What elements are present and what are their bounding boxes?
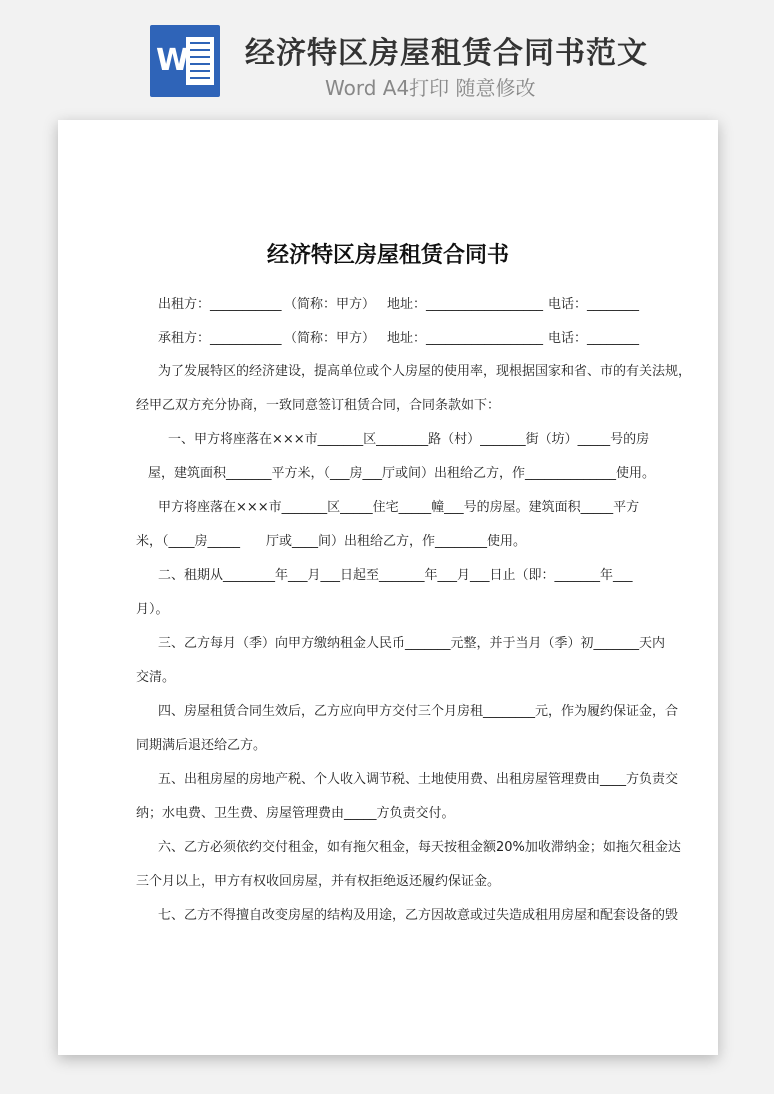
paragraph-line: 月）。: [136, 602, 169, 617]
paragraph-line: 为了发展特区的经济建设，提高单位或个人房屋的使用率，现根据国家和省、市的有关法规，: [158, 364, 692, 379]
paragraph-line: 七、乙方不得擅自改变房屋的结构及用途，乙方因故意或过失造成租用房屋和配套设备的毁: [158, 908, 679, 923]
paragraph-line: 一、甲方将座落在×××市_______区________路（村）_______街（坊）_____号的房: [168, 432, 650, 447]
paragraph-line: 交清。: [136, 670, 176, 685]
word-icon-letter: W: [156, 43, 190, 78]
paragraph-line: 五、出租房屋的房地产税、个人收入调节税、土地使用费、出租房屋管理费由____方负责交: [158, 772, 679, 787]
document-title: 经济特区房屋租赁合同书: [266, 243, 509, 268]
word-icon: [150, 25, 220, 97]
paragraph-line: 二、租期从________年___月___日起至_______年___月___日止（即：_______年___: [158, 568, 633, 583]
lessor-short: （简称：甲方）: [284, 297, 376, 312]
page-title: 经济特区房屋租赁合同书范文: [245, 36, 648, 71]
header-banner: [0, 0, 774, 110]
paragraph-line: 米，（____房_____ 厅或____间）出租给乙方，作________使用。: [136, 534, 527, 549]
paragraph-line: 同期满后退还给乙方。: [136, 738, 267, 753]
paragraph-line: 经甲乙双方充分协商，一致同意签订租赁合同，合同条款如下：: [136, 398, 501, 413]
paragraph-line: 三、乙方每月（季）向甲方缴纳租金人民币_______元整，并于当月（季）初_______天内: [158, 636, 666, 651]
lessee-phone: 电话：________: [548, 331, 640, 346]
paragraph-line: 甲方将座落在×××市_______区_____住宅_____幢___号的房屋。建筑面积_____平方: [158, 500, 640, 515]
document-page: [58, 120, 718, 1055]
lessor-address: 地址：__________________: [387, 297, 544, 312]
paragraph-line: 六、乙方必须依约交付租金，如有拖欠租金，每天按租金额20%加收滞纳金；如拖欠租金达: [158, 840, 681, 855]
lessee-short: （简称：甲方）: [284, 331, 376, 346]
page-subtitle: Word A4打印 随意修改: [325, 76, 536, 100]
lessee-address: 地址：__________________: [387, 331, 544, 346]
paragraph-line: 纳；水电费、卫生费、房屋管理费由_____方负责交付。: [136, 806, 455, 821]
lessor-label: 出租方：___________: [158, 297, 282, 312]
lessee-label: 承租方：___________: [158, 331, 282, 346]
paragraph-line: 三个月以上，甲方有权收回房屋，并有权拒绝返还履约保证金。: [136, 874, 501, 889]
paragraph-line: 四、房屋租赁合同生效后，乙方应向甲方交付三个月房租________元，作为履约保证金，合: [158, 704, 679, 719]
paragraph-line: 屋，建筑面积_______平方米，（___房___厅或间）出租给乙方，作______________使用。: [148, 466, 656, 481]
lessor-phone: 电话：________: [548, 297, 640, 312]
